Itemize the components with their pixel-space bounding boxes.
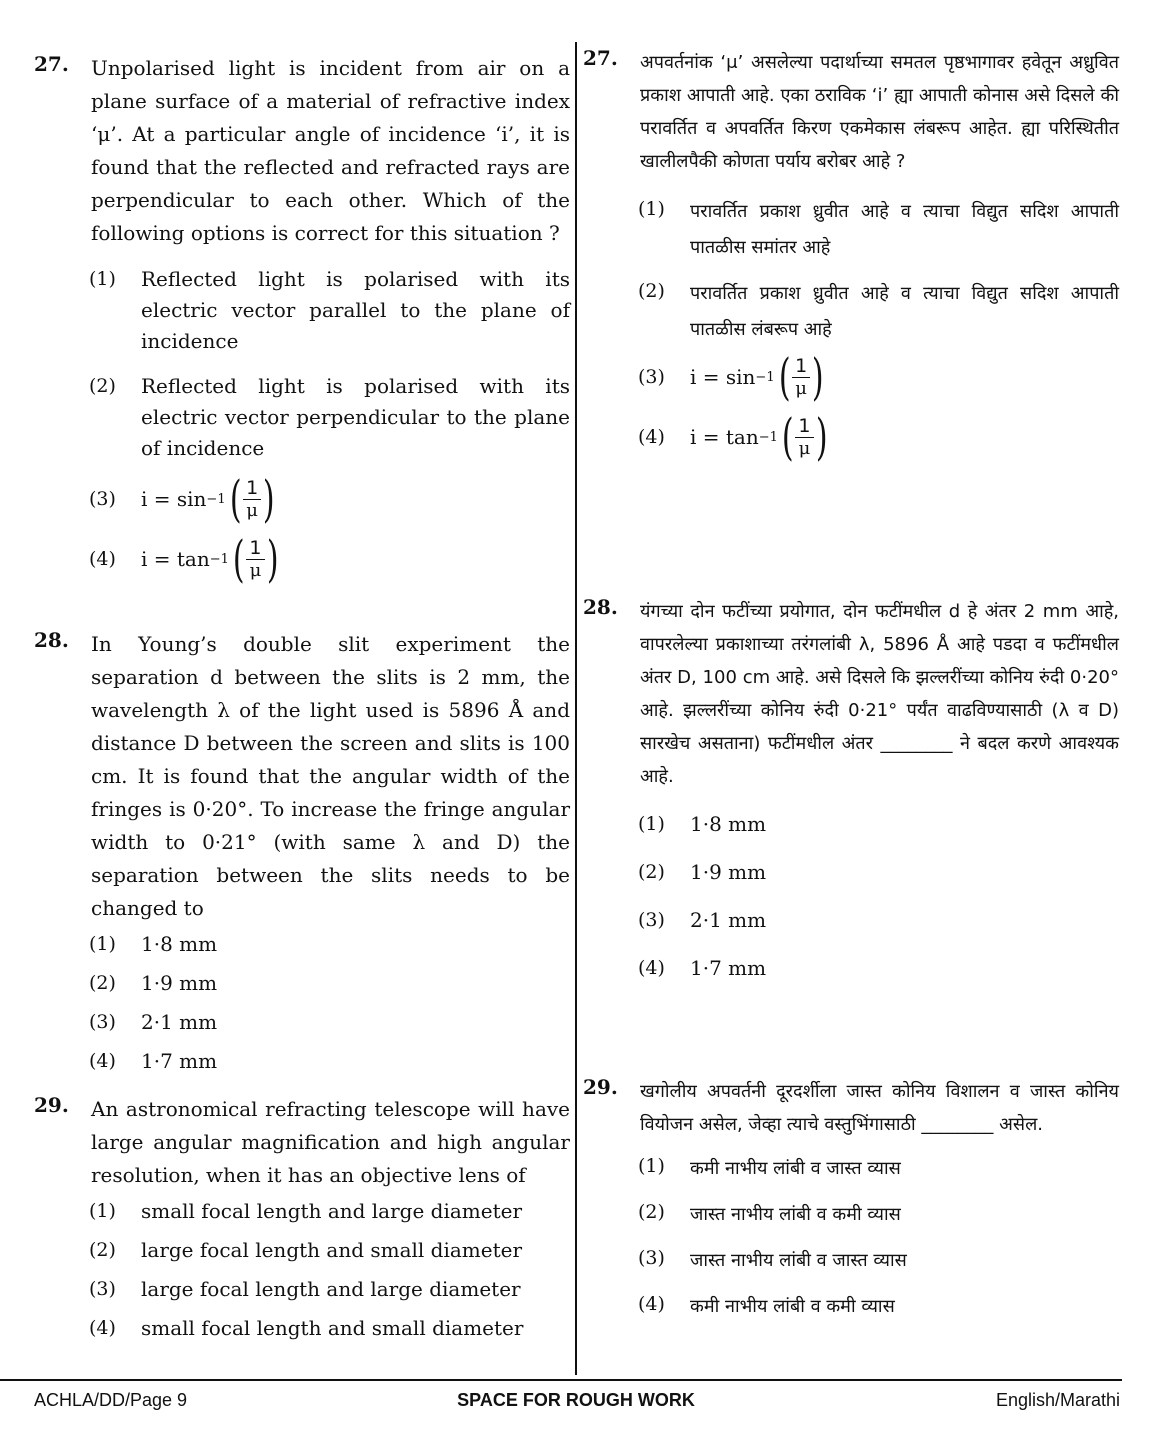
- option-3: [638, 905, 1119, 936]
- rough-work-label: SPACE FOR ROUGH WORK: [457, 1390, 695, 1410]
- option-2: [89, 371, 570, 464]
- left-paren: (: [781, 408, 794, 466]
- option-2: [638, 857, 1119, 888]
- column-divider: [575, 42, 577, 1375]
- numerator: 1: [243, 477, 261, 500]
- option-2: [89, 1235, 570, 1266]
- option-text: 1·8 mm: [690, 812, 767, 836]
- option-number: (2): [638, 280, 665, 302]
- language-label: English/Marathi: [995, 1390, 1120, 1410]
- question-text: In Young’s double slit experiment the separation d between the slits is 2 mm, the wavelength λ of the light used is 5896 Å and distance D between the screen and slits is 100 cm. It is found that the angular width of the fringes is 0·20°. To increase the fringe angular width to 0·21° (with same λ and D) the separation between the slits needs to be changed to: [91, 632, 570, 920]
- option-number: (3): [638, 909, 665, 931]
- option-text: small focal length and large diameter: [141, 1199, 523, 1223]
- options-list: [638, 194, 1119, 466]
- question-number: 28.: [34, 628, 69, 652]
- question-28-english: [34, 628, 570, 1077]
- option-2: [638, 1197, 1119, 1233]
- option-text: 1·9 mm: [690, 860, 767, 884]
- option-1: [638, 1151, 1119, 1187]
- footer-rule: [0, 1379, 1122, 1381]
- options-list: [638, 809, 1119, 984]
- option-text: large focal length and small diameter: [141, 1238, 523, 1262]
- options-list: [89, 929, 570, 1077]
- formula-prefix: i = tan: [141, 546, 210, 571]
- question-29-english: [34, 1093, 570, 1344]
- option-text: जास्त नाभीय लांबी व कमी व्यास: [690, 1204, 901, 1225]
- option-text: 1·8 mm: [141, 932, 218, 956]
- option-number: (3): [638, 365, 665, 388]
- left-paren: (: [778, 348, 791, 406]
- page-identifier: ACHLA/DD/Page 9: [34, 1390, 188, 1410]
- option-4: [638, 408, 1119, 466]
- option-2: [638, 276, 1119, 348]
- formula-prefix: i = sin: [141, 486, 207, 511]
- question-number: 29.: [583, 1075, 618, 1099]
- option-text: Reflected light is polarised with its electric vector parallel to the plane of incidence: [141, 267, 570, 353]
- option-1: [89, 929, 570, 960]
- question-number: 27.: [34, 52, 69, 76]
- option-3: [89, 470, 570, 528]
- right-paren: ): [266, 530, 279, 588]
- option-4: [638, 953, 1119, 984]
- option-text: कमी नाभीय लांबी व कमी व्यास: [690, 1296, 895, 1317]
- option-text: परावर्तित प्रकाश ध्रुवीत आहे व त्याचा विद्युत सदिश आपाती पातळीस समांतर आहे: [690, 201, 1119, 258]
- numerator: 1: [795, 415, 813, 438]
- option-number: (2): [638, 861, 665, 883]
- option-number: (1): [638, 813, 665, 835]
- question-text: An astronomical refracting telescope will have large angular magnification and high angular resolution, when it has an objective lens of: [91, 1097, 570, 1187]
- options-list: [89, 1196, 570, 1344]
- formula-prefix: i = sin: [690, 364, 756, 389]
- option-number: (3): [638, 1247, 665, 1269]
- option-number: (1): [638, 1155, 665, 1177]
- fraction: [795, 415, 813, 460]
- option-number: (2): [89, 972, 116, 994]
- option-number: (4): [638, 1293, 665, 1315]
- numerator: 1: [246, 537, 264, 560]
- formula-prefix: i = tan: [690, 424, 759, 449]
- option-text: small focal length and small diameter: [141, 1316, 524, 1340]
- right-paren: ): [815, 408, 828, 466]
- option-4: [638, 1289, 1119, 1325]
- question-text: यंगच्या दोन फटींच्या प्रयोगात, दोन फटींमधील d हे अंतर 2 mm आहे, वापरलेल्या प्रकाशाच्या तरंगलांबी λ, 5896 Å आहे पडदा व फटींमधील अंतर D, 100 cm आहे. असे दिसले कि झल्लरींच्या कोनिय रुंदी 0·20° आहे. झल्लरींच्या कोनिय रुंदी 0·21° पर्यंत वाढविण्यासाठी (λ व D) सारखेच असताना) फटींमधील अंतर ________ ने बदल करणे आवश्यक आहे.: [640, 601, 1119, 787]
- option-4: [89, 1046, 570, 1077]
- option-3: [89, 1007, 570, 1038]
- option-text: कमी नाभीय लांबी व जास्त व्यास: [690, 1158, 901, 1179]
- option-1: [89, 264, 570, 357]
- option-number: (4): [89, 547, 116, 570]
- option-text: जास्त नाभीय लांबी व जास्त व्यास: [690, 1250, 907, 1271]
- option-text: 2·1 mm: [141, 1010, 218, 1034]
- option-1: [638, 809, 1119, 840]
- option-number: (2): [89, 1239, 116, 1261]
- option-1: [89, 1196, 570, 1227]
- formula-arcsin: [141, 470, 279, 528]
- denominator: μ: [249, 559, 262, 581]
- option-4: [89, 530, 570, 588]
- option-number: (4): [638, 425, 665, 448]
- question-number: 29.: [34, 1093, 69, 1117]
- formula-exponent: −1: [755, 369, 775, 385]
- option-2: [89, 968, 570, 999]
- question-text: Unpolarised light is incident from air on a plane surface of a material of refractive index ‘μ’. At a particular angle of incidence ‘i’, it is found that the reflected and refracted rays are perpendicular to each other. Which of the following options is correct for this situation ?: [91, 56, 570, 245]
- option-number: (3): [89, 1011, 116, 1033]
- question-number: 27.: [583, 46, 618, 70]
- option-number: (1): [89, 268, 116, 290]
- option-number: (4): [89, 1050, 116, 1072]
- question-27-english: [34, 52, 570, 588]
- options-list: [89, 264, 570, 588]
- option-3: [89, 1274, 570, 1305]
- option-3: [638, 1243, 1119, 1279]
- question-text: अपवर्तनांक ‘μ’ असलेल्या पदार्थाच्या समतल पृष्ठभागावर हवेतून अध्रुवित प्रकाश आपाती आहे. एका ठराविक ‘i’ ह्या आपाती कोनास असे दिसले की परावर्तित व अपवर्तित किरण एकमेकास लंबरूप आहेत. ह्या परिस्थितीत खालीलपैकी कोणता पर्याय बरोबर आहे ?: [640, 52, 1119, 172]
- question-27-marathi: [583, 46, 1119, 466]
- options-list: [638, 1151, 1119, 1325]
- right-paren: ): [263, 470, 275, 528]
- option-text: 2·1 mm: [690, 908, 767, 932]
- left-paren: (: [232, 530, 245, 588]
- formula-arcsin: [690, 348, 828, 406]
- option-number: (1): [89, 933, 116, 955]
- option-number: (3): [89, 487, 116, 510]
- option-number: (1): [89, 1200, 116, 1222]
- left-paren: (: [229, 470, 242, 528]
- denominator: μ: [798, 437, 811, 459]
- denominator: μ: [246, 499, 258, 521]
- right-paren: ): [812, 348, 824, 406]
- option-number: (4): [89, 1317, 116, 1339]
- fraction: [792, 355, 810, 400]
- option-number: (2): [89, 375, 116, 397]
- option-number: (3): [89, 1278, 116, 1300]
- option-text: 1·7 mm: [690, 956, 767, 980]
- question-text: खगोलीय अपवर्तनी दूरदर्शीला जास्त कोनिय विशालन व जास्त कोनिय वियोजन असेल, जेव्हा त्याचे वस्तुभिंगासाठी ________ असेल.: [640, 1081, 1119, 1135]
- option-number: (2): [638, 1201, 665, 1223]
- fraction: [246, 537, 264, 582]
- option-1: [638, 194, 1119, 266]
- question-number: 28.: [583, 595, 618, 619]
- formula-arctan: [141, 530, 282, 588]
- denominator: μ: [795, 377, 807, 399]
- option-text: परावर्तित प्रकाश ध्रुवीत आहे व त्याचा विद्युत सदिश आपाती पातळीस लंबरूप आहे: [690, 283, 1119, 340]
- option-4: [89, 1313, 570, 1344]
- option-text: 1·9 mm: [141, 971, 218, 995]
- formula-exponent: −1: [758, 429, 778, 445]
- option-number: (4): [638, 957, 665, 979]
- option-number: (1): [638, 198, 665, 220]
- formula-exponent: −1: [209, 551, 229, 567]
- formula-exponent: −1: [206, 491, 226, 507]
- fraction: [243, 477, 261, 522]
- formula-arctan: [690, 408, 831, 466]
- option-text: 1·7 mm: [141, 1049, 218, 1073]
- option-text: Reflected light is polarised with its electric vector perpendicular to the plane of incidence: [141, 374, 570, 460]
- option-text: large focal length and large diameter: [141, 1277, 521, 1301]
- numerator: 1: [792, 355, 810, 378]
- question-28-marathi: [583, 595, 1119, 984]
- option-3: [638, 348, 1119, 406]
- question-29-marathi: [583, 1075, 1119, 1325]
